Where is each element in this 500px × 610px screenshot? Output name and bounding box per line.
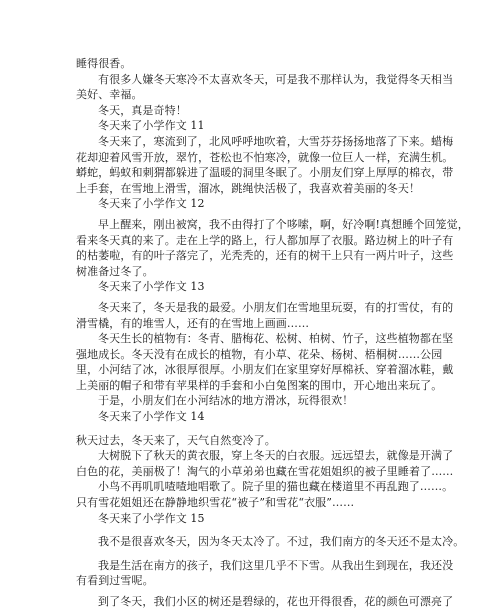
paragraph-line: 早上醒来，刚出被窝，我不由得打了个哆嗦，啊，好冷啊!真想睡个回笼觉， [98, 217, 469, 231]
paragraph-line: 蟒蛇，蚂蚁和刺猬都躲进了温暖的洞里冬眠了。小朋友们穿上厚厚的棉衣，带 [76, 166, 454, 180]
paragraph-line: 冬天生长的植物有：冬青、腊梅花、松树、柏树、竹子，这些植物都在坚 [98, 332, 454, 346]
paragraph-line: 只有雪花姐姐还在静静地织雪花“被子”和雪花“衣服”…… [76, 496, 355, 510]
paragraph-line: 看来冬天真的来了。走在上学的路上，行人都加厚了衣服。路边树上的叶子有 [76, 233, 454, 247]
paragraph-line: 有看到过雪呢。 [76, 574, 154, 588]
paragraph-line: 的枯萎啦，有的叶子落完了，光秃秃的，还有的树干上只有一两片叶子，这些 [76, 249, 454, 263]
paragraph-line: 滑雪橇，有的堆雪人，还有的在雪地上画画…… [76, 316, 310, 330]
paragraph-line: 我是生活在南方的孩子，我们这里几乎不下雪。从我出生到现在，我还没 [98, 558, 454, 572]
paragraph-line: 我不是很喜欢冬天，因为冬天太冷了。不过，我们南方的冬天还不是太冷。 [98, 535, 465, 549]
paragraph-line: 秋天过去，冬天来了，天气自然变冷了。 [76, 433, 276, 447]
section-heading: 冬天来了小学作文 12 [98, 197, 205, 211]
paragraph-line: 强地成长。冬天没有在成长的植物，有小草、花朵、杨树、梧桐树……公园 [76, 347, 443, 361]
paragraph-line: 有很多人嫌冬天寒冷不太喜欢冬天，可是我不那样认为，我觉得冬天相当 [98, 72, 454, 86]
paragraph-line: 花却迎着风雪开放，翠竹，苍松也不怕寒冷，就像一位巨人一样，充满生机。 [76, 150, 454, 164]
paragraph-line: 冬天，真是奇特！ [98, 103, 187, 117]
paragraph-line: 于是，小朋友们在小河结冰的地方滑冰，玩得很欢！ [98, 394, 354, 408]
paragraph-line: 美好、幸福。 [76, 88, 143, 102]
paragraph-line: 树准备过冬了。 [76, 264, 154, 278]
section-heading: 冬天来了小学作文 15 [98, 511, 205, 525]
paragraph-line: 白色的花，美丽极了！淘气的小草弟弟也藏在雪花姐姐织的被子里睡着了…… [76, 464, 454, 478]
section-heading: 冬天来了小学作文 13 [98, 280, 205, 294]
paragraph-line: 睡得很香。 [76, 57, 132, 70]
paragraph-line: 上手套，在雪地上滑雪，溜冰，跳绳快活极了，我喜欢着美丽的冬天！ [76, 181, 421, 195]
paragraph-line: 冬天来了，寒流到了，北风呼呼地吹着，大雪芬芬扬扬地落了下来。蜡梅 [98, 134, 454, 148]
section-heading: 冬天来了小学作文 14 [98, 410, 205, 424]
paragraph-line: 小鸟不再叽叽喳喳地唱歌了。院子里的猫也藏在楼道里不再乱跑了……。 [98, 480, 454, 494]
section-heading: 冬天来了小学作文 11 [98, 119, 205, 133]
paragraph-line: 上美丽的帽子和带有苹果样的手套和小白兔图案的围巾，开心地出来玩了。 [76, 378, 443, 392]
paragraph-line: 到了冬天，我们小区的树还是碧绿的，花也开得很香，花的颜色可漂亮了 [98, 595, 454, 608]
paragraph-line: 大树脱下了秋天的黄衣服，穿上冬天的白衣服。远远望去，就像是开满了 [98, 449, 454, 463]
paragraph-line: 冬天来了，冬天是我的最爱。小朋友们在雪地里玩耍，有的打雪仗，有的 [98, 300, 454, 314]
paragraph-line: 里，小河结了冰，冰很厚很厚。小朋友们在家里穿好厚棉袄、穿着溜冰鞋，戴 [76, 363, 454, 377]
